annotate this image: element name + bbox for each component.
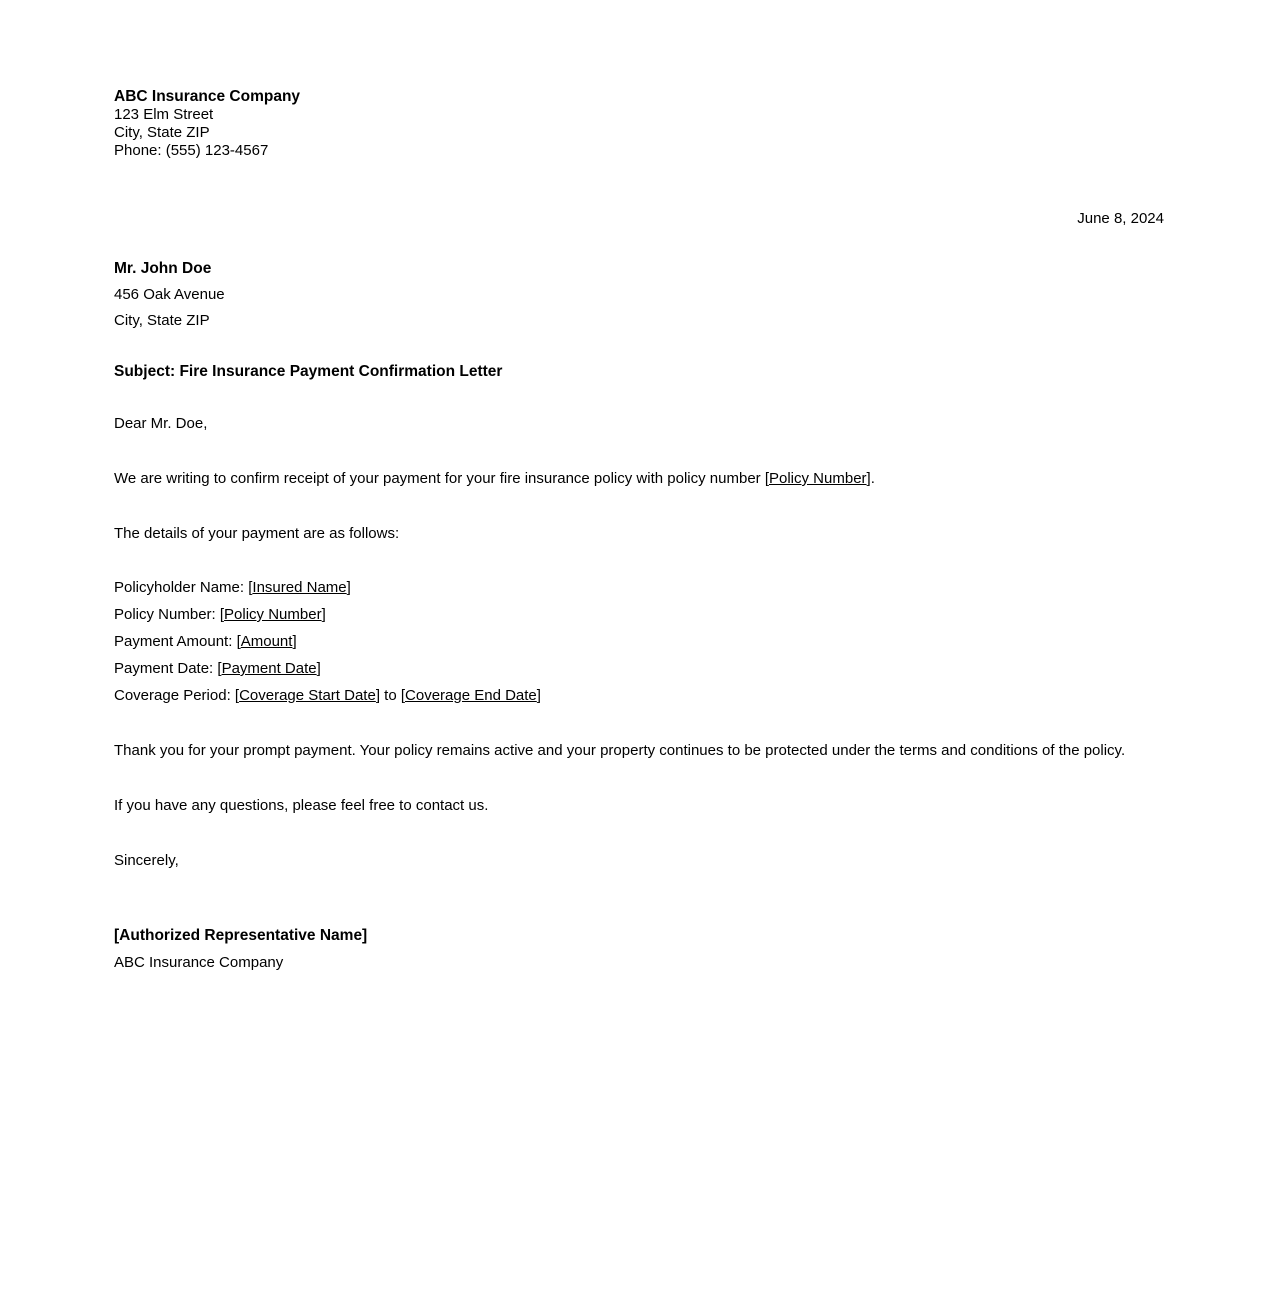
intro-text-before: We are writing to confirm receipt of your payment for your fire insurance policy with policy number [ xyxy=(114,470,769,487)
detail-label: Policy Number: [ xyxy=(114,606,225,623)
insured-name-placeholder-text: Insured Name xyxy=(252,579,347,596)
thanks-paragraph: Thank you for your prompt payment. Your policy remains active and your property continues to be protected under the terms and conditions of the policy. xyxy=(114,742,1126,759)
coverage-start-date-placeholder-text: Coverage Start Date xyxy=(239,687,376,704)
detail-suffix: ] xyxy=(536,687,541,704)
signoff: Sincerely, xyxy=(114,852,179,869)
policy-number-placeholder-text: Policy Number xyxy=(224,606,322,623)
detail-payment-amount xyxy=(114,628,1164,655)
intro-text-after: ]. xyxy=(866,470,875,487)
policy-number-placeholder xyxy=(769,470,867,487)
coverage-period-middle: ] to [ xyxy=(375,687,406,704)
amount-placeholder xyxy=(241,633,293,650)
recipient-street: 456 Oak Avenue xyxy=(114,286,225,303)
detail-suffix: ] xyxy=(316,660,321,677)
sender-street: 123 Elm Street xyxy=(114,106,214,123)
details-intro: The details of your payment are as follows: xyxy=(114,525,400,542)
detail-policy-number xyxy=(114,601,1164,628)
authorized-representative-name: [Authorized Representative Name] xyxy=(114,927,368,944)
detail-label: Payment Date: [ xyxy=(114,660,222,677)
sender-address-block xyxy=(114,88,1164,160)
recipient-name: Mr. John Doe xyxy=(114,260,212,277)
signature-block xyxy=(114,922,1164,976)
detail-payment-date xyxy=(114,655,1164,682)
sender-city-state-zip: City, State ZIP xyxy=(114,124,210,141)
letter-content xyxy=(114,88,1164,976)
policy-number-placeholder xyxy=(224,606,322,623)
detail-label: Policyholder Name: [ xyxy=(114,579,253,596)
policy-number-placeholder-text: Policy Number xyxy=(769,470,867,487)
coverage-end-date-placeholder-text: Coverage End Date xyxy=(405,687,537,704)
detail-policyholder-name xyxy=(114,574,1164,601)
salutation: Dear Mr. Doe, xyxy=(114,415,208,432)
insured-name-placeholder xyxy=(252,579,346,596)
signature-company: ABC Insurance Company xyxy=(114,954,284,971)
detail-suffix: ] xyxy=(346,579,351,596)
payment-details-list xyxy=(114,574,1164,709)
amount-placeholder-text: Amount xyxy=(240,633,293,650)
sender-phone: Phone: (555) 123-4567 xyxy=(114,142,269,159)
payment-date-placeholder-text: Payment Date xyxy=(221,660,317,677)
detail-suffix: ] xyxy=(292,633,297,650)
sender-organization: ABC Insurance Company xyxy=(114,88,301,105)
coverage-start-date-placeholder xyxy=(239,687,376,704)
intro-paragraph xyxy=(114,465,1164,492)
payment-date-placeholder xyxy=(222,660,317,677)
questions-paragraph: If you have any questions, please feel free to contact us. xyxy=(114,797,489,814)
detail-label: Coverage Period: [ xyxy=(114,687,240,704)
detail-label: Payment Amount: [ xyxy=(114,633,241,650)
subject-line: Subject: Fire Insurance Payment Confirmation Letter xyxy=(114,363,503,380)
coverage-end-date-placeholder xyxy=(405,687,537,704)
detail-suffix: ] xyxy=(321,606,326,623)
recipient-city-state-zip: City, State ZIP xyxy=(114,312,210,329)
recipient-address-block xyxy=(114,256,1164,334)
letter-date: June 8, 2024 xyxy=(1077,210,1164,227)
detail-coverage-period xyxy=(114,682,1164,709)
